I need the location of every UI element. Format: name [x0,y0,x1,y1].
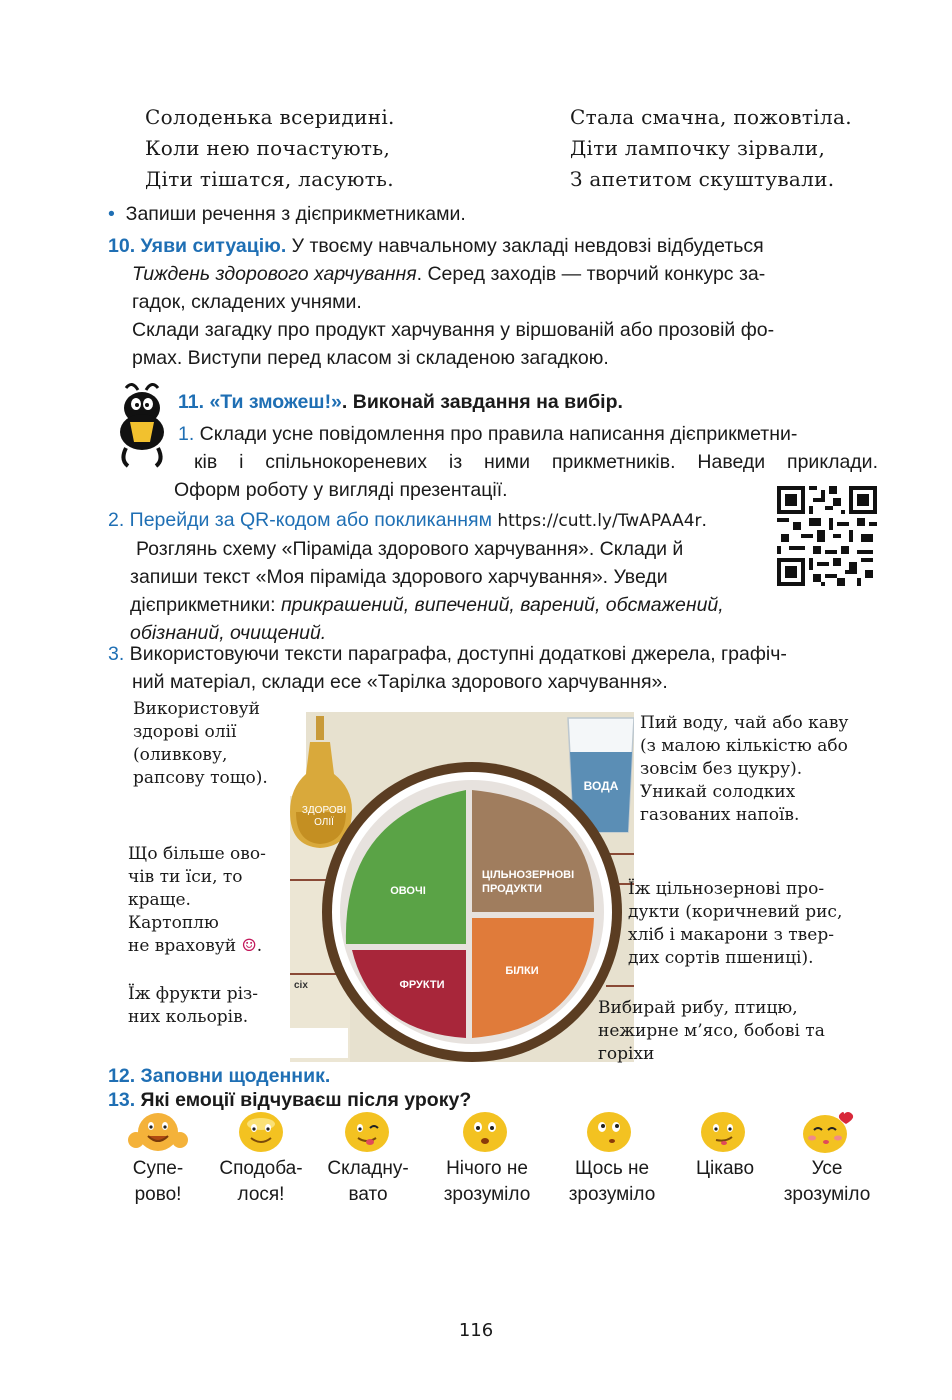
note-line: Їж цільнозернові про- [628,879,825,899]
emotion-label-liked: Сподоба- лося! [219,1158,303,1205]
all-clear-emoji-icon[interactable] [800,1110,856,1154]
emotion-label-difficult: Складну- вато [327,1158,409,1205]
note-line: краще. [128,890,191,910]
poem-line: Коли нею почастують, [145,136,391,160]
task-10-label: 10. Уяви ситуацію. [108,235,287,257]
task-11-3 [108,640,787,696]
option-line: Розглянь схему «Піраміда здорового харчування». Склади й [136,538,684,560]
note-line: здорові олії [133,722,237,742]
vegetables-label: ОВОЧІ [390,885,426,897]
task-11-label: 11. «Ти зможеш!» [178,391,342,413]
note-line: рапсову тощо). [133,768,268,788]
liked-emoji-icon[interactable] [236,1110,286,1154]
side-text: сіх [294,980,308,991]
note-line: них кольорів. [128,1007,249,1027]
option-italic: обізнаний, очищений. [130,622,327,644]
note-line: зовсім без цукру). [640,759,803,779]
healthy-plate-diagram [290,712,634,1062]
protein-label: БІЛКИ [505,965,539,977]
emotion-label-all-clear: Усе зрозуміло [783,1158,871,1205]
task-11-label-rest: . Виконай завдання на вибір. [341,391,623,413]
bullet-task [108,200,466,228]
grains-label: ЦІЛЬНОЗЕРНОВІ [481,869,575,881]
option-line: Використовуючи тексти параграфа, доступні додаткові джерела, графіч- [124,643,787,665]
task-11 [174,388,878,504]
note-line: Вибирай рибу, птицю, [598,998,798,1018]
task-13-num: 13. [108,1089,136,1111]
task-11-2 [108,506,724,647]
difficult-emoji-icon[interactable] [342,1110,392,1154]
grains-label: ПРОДУКТИ [482,883,542,895]
super-emoji-icon[interactable] [126,1110,190,1154]
nothing-clear-emoji-icon[interactable] [460,1110,510,1154]
smile-icon: ☺ [241,936,257,956]
note-line: Пий воду, чай або каву [640,713,849,733]
option-line: Оформ роботу у вигляді презентації. [174,479,508,501]
qr-link[interactable]: https://cutt.ly/TwAPAA4r [497,511,702,531]
protein-note [598,997,825,1066]
poem-line: Солоденька всеридині. [145,105,395,129]
note-line: хліб і макарони з твер- [628,925,834,945]
emotion-label-nothing-clear: Нічого не зрозуміло [443,1158,531,1205]
poem-line: Діти тішатся, ласують. [145,167,394,191]
option-line: дієприкметники: [130,594,281,616]
task-10-line: Склади загадку про продукт харчування у віршованій або прозовій фо- [132,319,775,341]
task-10 [108,232,774,372]
link-end: . [701,509,707,531]
note-line: Використовуй [133,699,260,719]
task-10-line: гадок, складених учнями. [132,291,362,313]
task-10-line: У твоєму навчальному закладі невдовзі відбудеться [286,235,764,257]
oil-note [133,698,268,790]
note-line: Картоплю [128,913,219,933]
poem-line: Діти лампочку зірвали, [570,136,826,160]
note-line: чів ти їси, то [128,867,243,887]
poem-right [570,102,852,195]
poem-line: З апетитом скуштували. [570,167,835,191]
option-line: ний матеріал, склади есе «Тарілка здорового харчування». [132,671,668,693]
oil-label: ЗДОРОВІ [301,805,347,816]
option-line: запиши текст «Моя піраміда здорового харчування». Уведи [130,566,668,588]
note-end: . [256,936,263,956]
qr-code-icon[interactable] [776,486,878,586]
note-line: Їж фрукти різ- [128,984,259,1004]
note-line: газованих напоїв. [640,805,800,825]
option-2-blue: 2. Перейди за QR-кодом або покликанням [108,509,492,531]
task-13-text: Які емоції відчуваєш після уроку? [135,1089,472,1111]
option-number: 3. [108,643,125,665]
emotion-label-super: Супе- рово! [132,1158,184,1205]
task-10-italic: Тиждень здорового харчування [132,263,417,285]
oil-label: ОЛІЇ [314,817,334,828]
poem-left [145,102,395,195]
fruits-label: ФРУКТИ [399,979,445,991]
note-line: Що більше ово- [128,844,266,864]
something-unclear-emoji-icon[interactable] [584,1110,634,1154]
water-label: ВОДА [583,779,619,793]
note-line: горіхи [598,1044,655,1064]
emotion-label-something-unclear: Щось не зрозуміло [568,1158,656,1205]
bullet-icon: • [108,203,115,225]
veg-note [128,843,266,958]
option-number: 1. [178,423,195,445]
note-line: дукти (коричневий рис, [628,902,843,922]
poem-line: Стала смачна, пожовтіла. [570,105,852,129]
note-line: нежирне м’ясо, бобові та [598,1021,825,1041]
water-note [640,712,848,827]
option-line: Склади усне повідомлення про правила написання дієприкметни- [194,423,798,445]
interesting-emoji-icon[interactable] [698,1110,748,1154]
note-line: дих сортів пшениці). [628,948,814,968]
note-line: (з малою кількістю або [640,736,848,756]
note-line: Уникай солодких [640,782,796,802]
option-line: ків і спільнокореневих із ними прикметників. Наведи приклади. [194,451,878,473]
note-line: не враховуй [128,936,237,956]
grains-note [628,878,842,970]
fruit-note [128,983,258,1029]
note-line: (оливкову, [133,745,228,765]
page-number: 116 [458,1320,494,1341]
task-12: 12. Заповни щоденник. [108,1065,331,1087]
bullet-task-text: Запиши речення з дієприкметниками. [125,203,466,225]
task-10-line: рмах. Виступи перед класом зі складеною загадкою. [132,347,609,369]
mascot-icon [112,380,172,470]
emotion-label-interesting: Цікаво [695,1158,755,1179]
option-italic: прикрашений, випечений, варений, обсмажений, [280,594,724,616]
task-10-line: . Серед заходів — творчий конкурс за- [416,263,766,285]
